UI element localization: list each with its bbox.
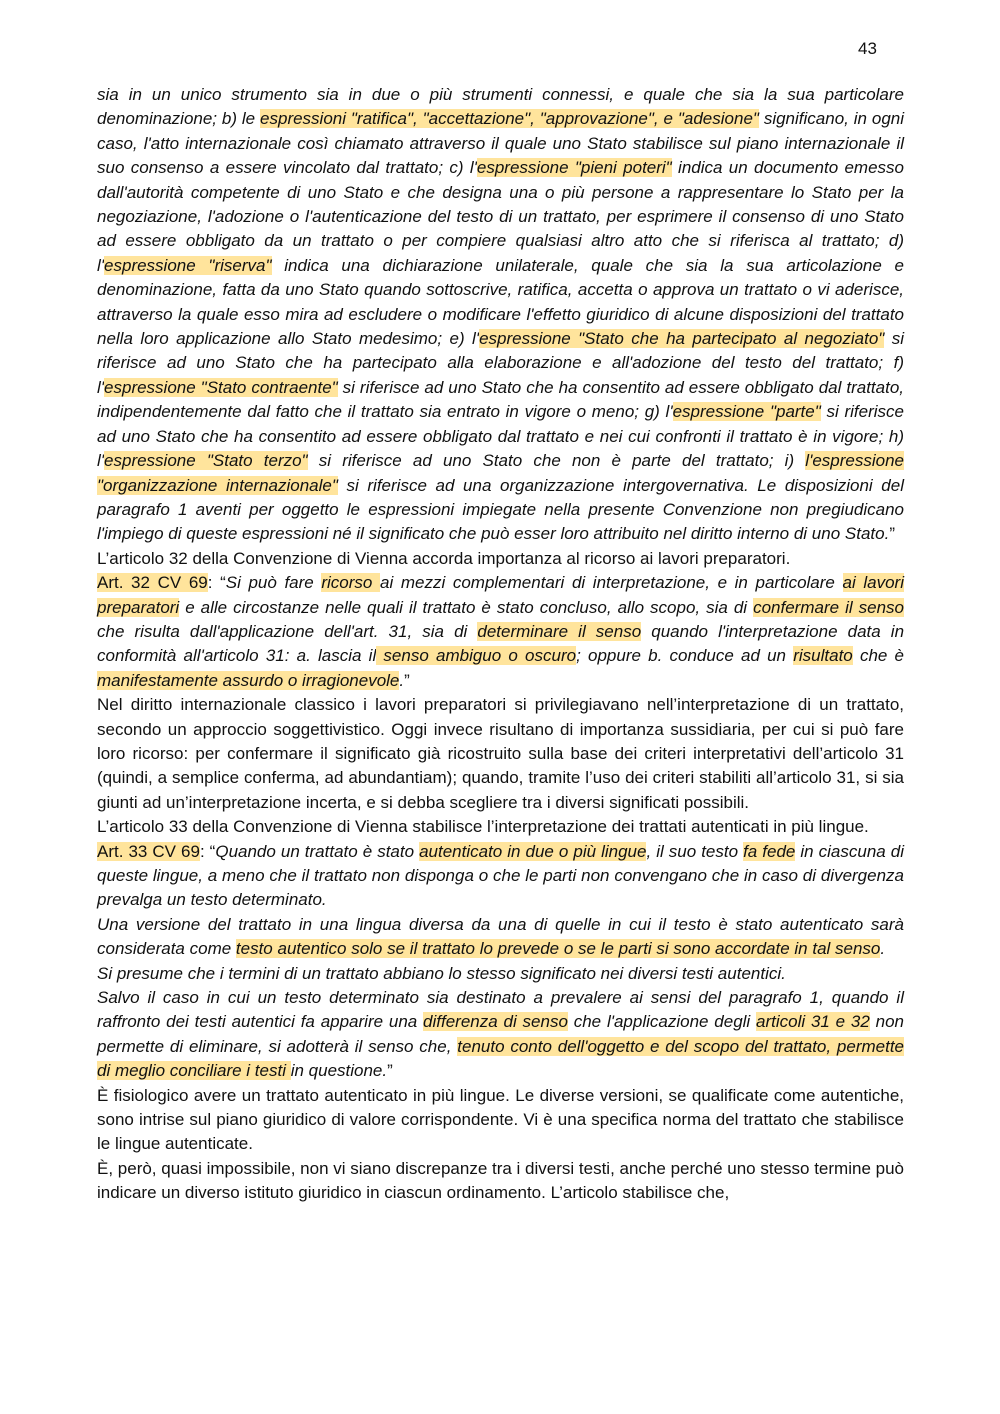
- highlighted-text: fa fede: [743, 841, 796, 861]
- text-run: , il suo testo: [646, 841, 744, 861]
- text-run: : “: [199, 841, 216, 861]
- highlighted-text: confermare il senso: [753, 597, 904, 617]
- text-run: si riferisce ad una organizzazione intergovernativa. Le disposizioni del paragrafo 1 aventi per oggetto le espressioni impiegate nella presente Convenzione non pregiudicano l'impiego di queste espressioni né il significato che può esser loro attribuito nel diritto interno di uno Stato.: [97, 475, 904, 544]
- paragraph: [97, 83, 904, 547]
- highlighted-text: articoli 31 e 32: [756, 1012, 870, 1032]
- highlighted-text: tenuto conto dell'oggetto e del scopo del trattato, permette di meglio conciliare i testi: [97, 1036, 904, 1081]
- text-run: Salvo il caso in cui un testo determinato sia destinato a prevalere ai sensi del paragrafo 1, quando il raffronto dei testi autentici fa apparire una: [97, 988, 904, 1032]
- text-run: È, però, quasi impossibile, non vi siano discrepanze tra i diversi testi, anche perché uno stesso termine può indicare un diverso istituto giuridico in ciascun ordinamento. L’articolo stabilisce che,: [97, 1158, 904, 1203]
- text-run: si riferisce ad uno Stato che non è parte del trattato; i): [307, 451, 806, 471]
- paragraph: [97, 962, 904, 986]
- highlighted-text: espressione "parte": [672, 402, 821, 422]
- text-run: Una versione del trattato in una lingua diversa da una di quelle in cui il testo è stato autenticato sarà considerata come: [97, 914, 904, 959]
- highlighted-text: autenticato in due o più lingue: [419, 841, 647, 861]
- text-run: L’articolo 32 della Convenzione di Vienna accorda importanza al ricorso ai lavori preparatori.: [97, 548, 791, 568]
- paragraph: [97, 840, 904, 913]
- highlighted-text: senso ambiguo o oscuro: [376, 646, 577, 666]
- paragraph: [97, 1157, 904, 1206]
- text-run: L’articolo 33 della Convenzione di Vienna stabilisce l’interpretazione dei trattati autenticati in più lingue.: [97, 817, 869, 837]
- highlighted-text: l'espressione "organizzazione internazionale": [97, 451, 904, 495]
- text-run: ”: [889, 524, 895, 544]
- text-run: quando l'interpretazione data in conformità all'articolo 31: a. lascia il: [97, 621, 905, 666]
- text-run: che è: [852, 646, 905, 666]
- highlighted-text: ricorso: [321, 573, 380, 593]
- highlighted-text: espressione "Stato terzo": [104, 451, 308, 471]
- highlighted-text: determinare il senso: [477, 621, 642, 641]
- paragraph: [97, 986, 904, 1084]
- text-run: e alle circostanze nelle quali il trattato è stato concluso, allo scopo, sia di: [179, 597, 754, 617]
- highlighted-text: espressione "Stato che ha partecipato al negoziato": [479, 329, 885, 349]
- highlighted-text: Art. 33 CV 69: [97, 841, 200, 861]
- paragraph: [97, 1084, 904, 1157]
- text-run: : “: [207, 573, 226, 593]
- highlighted-text: manifestamente assurdo o irragionevole: [97, 670, 400, 690]
- text-run: significano, in ogni caso, l'atto internazionale così chiamato attraverso il quale uno Stato stabilisce sul piano internazionale il suo consenso a essere vincolato dal trattato; c) l': [97, 109, 905, 178]
- text-run: Si può fare: [225, 573, 322, 593]
- text-run: ”: [404, 670, 410, 690]
- text-run: indica una dichiarazione unilaterale, quale che sia la sua articolazione e denominazione, fatta da uno Stato quando sottoscrive, ratifica, accetta o approva un trattato o vi aderisce, attraverso la quale esso mira ad escludere o modificare l'effetto giuridico di alcune disposizioni del trattato nella loro applicazione allo Stato medesimo; e) l': [97, 255, 904, 349]
- text-run: .: [880, 939, 886, 959]
- text-run: indica un documento emesso dall'autorità competente di uno Stato e che designa una o più persone a rappresentare lo Stato per la negoziazione, l'adozione o l'autenticazione del testo di un trattato, per esprimere il consenso di uno Stato ad essere obbligato da un trattato o per compiere qualsiasi altro atto che si riferisca al trattato; d) l': [97, 158, 905, 275]
- page-number: 43: [858, 39, 877, 58]
- highlighted-text: espressione "pieni poteri": [476, 158, 672, 178]
- paragraph: [97, 547, 904, 571]
- text-run: ai mezzi complementari di interpretazione, e in particolare: [379, 573, 843, 593]
- text-run: si riferisce ad uno Stato che ha partecipato alla elaborazione e all'adozione del testo del trattato; f) l': [97, 329, 904, 397]
- text-run: È fisiologico avere un trattato autenticato in più lingue. Le diverse versioni, se qualificate come autentiche, sono intrise sul piano giuridico di valore corrispondente. Vi è una specifica norma del trattato che stabilisce le lingue autenticate.: [97, 1085, 904, 1154]
- text-run: in ciascuna di queste lingue, a meno che il trattato non disponga o che le parti non convengano che in caso di divergenza prevalga un testo determinato.: [97, 841, 904, 910]
- text-run: si riferisce ad uno Stato che ha consentito ad essere obbligato dal trattato, indipendentemente dal fatto che il trattato sia entrato in vigore o meno; g) l': [97, 377, 904, 422]
- text-run: Nel diritto internazionale classico i lavori preparatori si privilegiavano nell’interpretazione di un trattato, secondo un approccio soggettivistico. Oggi invece risultano di importanza sussidiaria, per cui si può fare loro ricorso: per confermare il significato già ricostruito sulla base dei criteri interpretativi dell’articolo 31 (quindi, a semplice conferma, ad abundantiam); quando, tramite l’uso dei criteri stabiliti all’articolo 31, si sia giunti ad un’interpretazione incerta, e si debba scegliere tra i diversi significati possibili.: [97, 695, 904, 812]
- text-run: che l'applicazione degli: [567, 1012, 757, 1032]
- text-run: che risulta dall'applicazione dell'art. 31, sia di: [97, 621, 478, 641]
- text-run: si riferisce ad uno Stato che ha consentito ad essere obbligato dal trattato e nei cui confronti il trattato è in vigore; h) l': [97, 402, 904, 471]
- text-run: Quando un trattato è stato: [215, 841, 420, 861]
- highlighted-text: espressioni "ratifica", "accettazione", "approvazione", e "adesione": [260, 109, 759, 129]
- text-run: ”: [387, 1061, 393, 1081]
- highlighted-text: ai lavori preparatori: [97, 573, 904, 617]
- highlighted-text: risultato: [793, 646, 853, 666]
- body-text: [97, 83, 904, 1206]
- highlighted-text: Art. 32 CV 69: [97, 573, 208, 593]
- text-run: ; oppure b. conduce ad un: [576, 646, 794, 666]
- paragraph: [97, 913, 904, 962]
- highlighted-text: testo autentico solo se il trattato lo prevede o se le parti si sono accordate in tal senso: [235, 939, 881, 959]
- text-run: in questione.: [290, 1061, 388, 1081]
- text-run: non permette di eliminare, si adotterà il senso che,: [97, 1012, 904, 1056]
- text-run: .: [399, 670, 405, 690]
- highlighted-text: espressione "Stato contraente": [104, 377, 338, 397]
- paragraph: [97, 815, 904, 839]
- text-run: sia in un unico strumento sia in due o più strumenti connessi, e quale che sia la sua particolare denominazione; b) le: [97, 85, 904, 129]
- paragraph: [97, 571, 904, 693]
- paragraph: [97, 693, 904, 815]
- text-run: Si presume che i termini di un trattato abbiano lo stesso significato nei diversi testi autentici.: [97, 963, 786, 983]
- highlighted-text: differenza di senso: [423, 1012, 568, 1032]
- highlighted-text: espressione "riserva": [104, 255, 272, 275]
